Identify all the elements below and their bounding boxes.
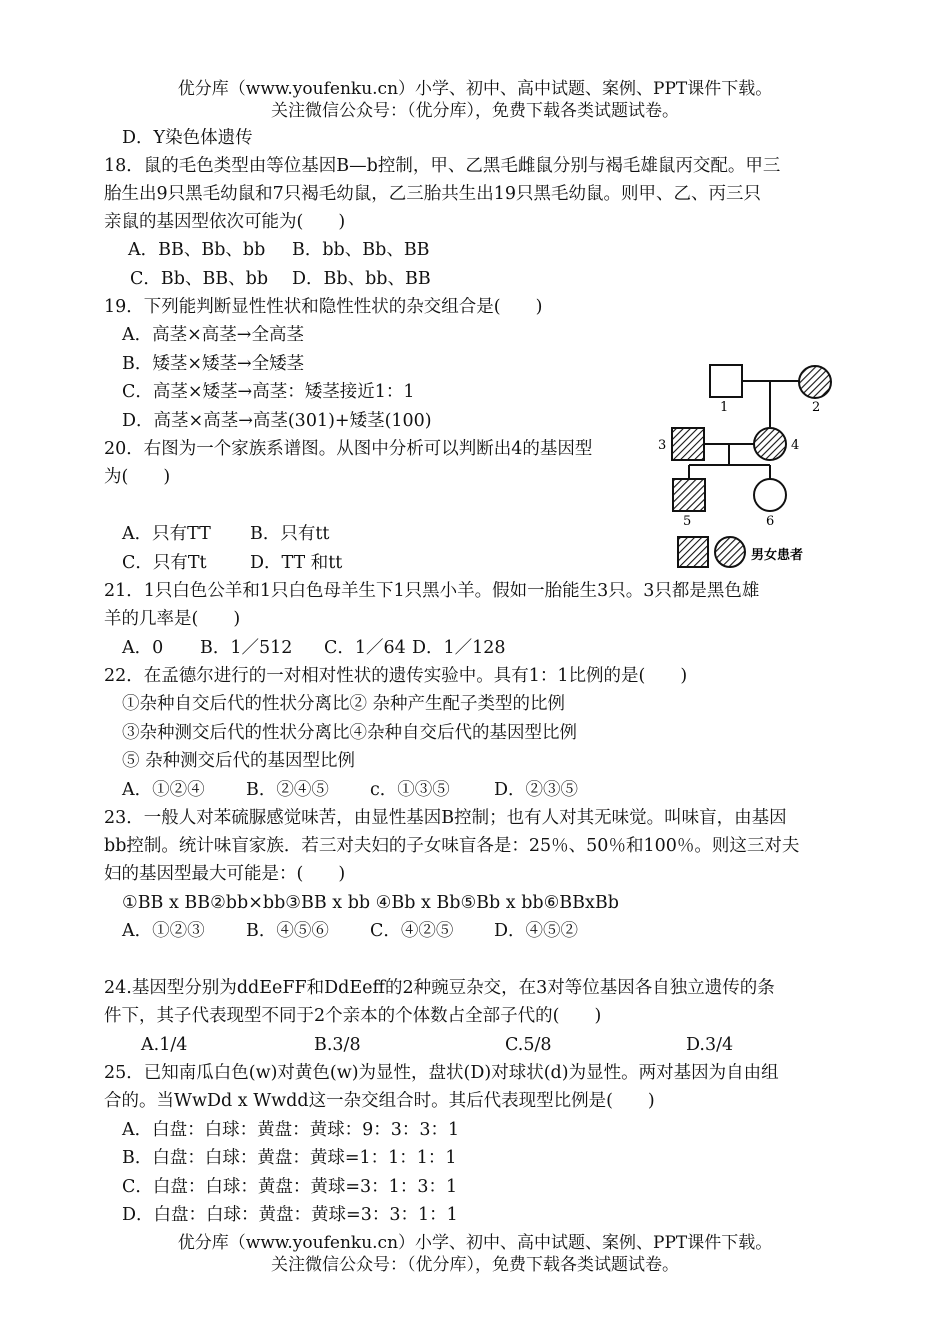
q23-items: ①BB x BB②bb×bb③BB x bb ④Bb x Bb⑤Bb x bb⑥BBxBb: [122, 893, 619, 913]
legend-affected-male: [678, 537, 708, 567]
q23-stem-line-2: bb控制。统计味盲家族．若三对夫妇的子女味盲各是：25％、50％和100％。则这三对夫: [104, 836, 800, 856]
legend-affected-female: [715, 537, 745, 567]
q20-option-b: B．只有tt: [250, 524, 330, 544]
individual-1-male: [710, 365, 742, 397]
q21-option-c: C．1／64: [324, 638, 406, 658]
q22-option-d: D．②③⑤: [494, 780, 579, 800]
q17-option-d: D．Y染色体遗传: [122, 128, 253, 148]
q20-stem-line-1: 20．右图为一个家族系谱图。从图中分析可以判断出4的基因型: [104, 439, 593, 459]
header-line-1: 优分库（www.youfenku.cn）小学、初中、高中试题、案例、PPT课件下载。: [177, 79, 773, 99]
q20-option-a: A．只有TT: [122, 524, 211, 544]
header-line-2: 关注微信公众号：（优分库），免费下载各类试题试卷。: [271, 101, 679, 121]
individual-6-female: [754, 479, 786, 511]
q24-stem-line-2: 件下，其子代表现型不同于2个亲本的个体数占全部子代的( ): [104, 1006, 602, 1026]
q19-option-a: A．高茎×高茎→全高茎: [122, 325, 304, 345]
footer-line-1: 优分库（www.youfenku.cn）小学、初中、高中试题、案例、PPT课件下载。: [177, 1233, 773, 1253]
q23-option-b: B．④⑤⑥: [246, 921, 329, 941]
q18-option-b: B．bb、Bb、BB: [292, 240, 430, 260]
q18-stem-line-2: 胎生出9只黑毛幼鼠和7只褐毛幼鼠，乙三胎共生出19只黑毛幼鼠。则甲、乙、丙三只: [104, 184, 762, 204]
q25-option-d: D．白盘：白球：黄盘：黄球=3：3：1：1: [122, 1205, 458, 1225]
q19-option-c: C．高茎×矮茎→高茎：矮茎接近1：1: [122, 382, 415, 402]
q25-option-c: C．白盘：白球：黄盘：黄球=3：1：3：1: [122, 1177, 458, 1197]
q25-stem-line-1: 25．已知南瓜白色(w)对黄色(w)为显性，盘状(D)对球状(d)为显性。两对基因为自由组: [104, 1063, 779, 1083]
legend-label: 男女患者: [751, 548, 804, 563]
q19-option-b: B．矮茎×矮茎→全矮茎: [122, 354, 305, 374]
q21-stem-line-2: 羊的几率是( ): [104, 609, 241, 629]
q21-option-b: B．1／512: [200, 638, 293, 658]
q24-stem-line-1: 24.基因型分别为ddEeFF和DdEeff的2种豌豆杂交，在3对等位基因各自独立遗传的条: [104, 978, 775, 998]
q22-item-line-2: ③杂种测交后代的性状分离比④杂种自交后代的基因型比例: [122, 723, 577, 743]
q24-option-d: D.3/4: [686, 1035, 734, 1055]
individual-4-affected-female: [754, 428, 786, 460]
pedigree-label-6: 6: [766, 514, 775, 529]
q18-option-c: C．Bb、BB、bb: [130, 269, 269, 289]
q25-option-b: B．白盘：白球：黄盘：黄球=1：1：1：1: [122, 1148, 457, 1168]
q20-option-d: D．TT 和tt: [250, 553, 343, 573]
q22-item-line-3: ⑤ 杂种测交后代的基因型比例: [122, 751, 356, 771]
q19-stem: 19．下列能判断显性性状和隐性性状的杂交组合是( ): [104, 297, 543, 317]
q23-stem-line-3: 妇的基因型最大可能是：( ): [104, 864, 346, 884]
q21-option-a: A．0: [122, 638, 164, 658]
q21-stem-line-1: 21．1只白色公羊和1只白色母羊生下1只黑小羊。假如一胎能生3只。3只都是黑色雄: [104, 581, 760, 601]
q18-stem-line-1: 18．鼠的毛色类型由等位基因B—b控制，甲、乙黑毛雌鼠分别与褐毛雄鼠丙交配。甲三: [104, 156, 781, 176]
q24-option-c: C.5/8: [505, 1035, 552, 1055]
pedigree-diagram: [650, 355, 850, 575]
pedigree-label-2: 2: [812, 400, 821, 415]
pedigree-label-3: 3: [658, 438, 667, 453]
q21-option-d: D．1／128: [412, 638, 506, 658]
footer-line-2: 关注微信公众号：（优分库），免费下载各类试题试卷。: [271, 1255, 679, 1275]
individual-5-affected-male: [673, 479, 705, 511]
q18-option-d: D．Bb、bb、BB: [292, 269, 431, 289]
q18-option-a: A．BB、Bb、bb: [128, 240, 266, 260]
q24-option-b: B.3/8: [314, 1035, 361, 1055]
q22-item-line-1: ①杂种自交后代的性状分离比② 杂种产生配子类型的比例: [122, 694, 566, 714]
pedigree-label-5: 5: [683, 514, 692, 529]
q22-stem: 22．在孟德尔进行的一对相对性状的遗传实验中。具有1：1比例的是( ): [104, 666, 688, 686]
q23-option-a: A．①②③: [122, 921, 205, 941]
q19-option-d: D．高茎×高茎→高茎(301)+矮茎(100): [122, 411, 432, 431]
q20-stem-line-2: 为( ): [104, 467, 171, 487]
q20-option-c: C．只有Tt: [122, 553, 207, 573]
q22-option-a: A．①②④: [122, 780, 205, 800]
q25-option-a: A．白盘：白球：黄盘：黄球：9：3：3：1: [122, 1120, 460, 1140]
q22-option-c: c．①③⑤: [370, 780, 450, 800]
q24-option-a: A.1/4: [141, 1035, 188, 1055]
q25-stem-line-2: 合的。当WwDd x Wwdd这一杂交组合时。其后代表现型比例是( ): [104, 1091, 655, 1111]
q23-option-d: D．④⑤②: [494, 921, 579, 941]
pedigree-label-4: 4: [791, 438, 800, 453]
q23-stem-line-1: 23．一般人对苯硫脲感觉味苦，由显性基因B控制；也有人对其无味觉。叫味盲，由基因: [104, 808, 787, 828]
q23-option-c: C．④②⑤: [370, 921, 454, 941]
q18-stem-line-3: 亲鼠的基因型依次可能为( ): [104, 212, 346, 232]
q22-option-b: B．②④⑤: [246, 780, 329, 800]
individual-3-affected-male: [672, 428, 704, 460]
individual-2-affected-female: [799, 366, 831, 398]
pedigree-label-1: 1: [720, 400, 729, 415]
